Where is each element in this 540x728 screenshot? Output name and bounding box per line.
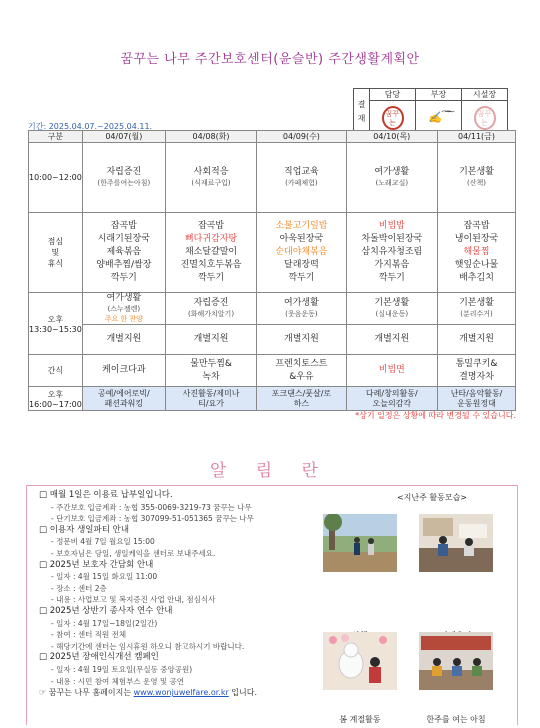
page-title: 꿈꾸는 나무 주간보호센터(윤슬반) 주간생활계획안 [120, 52, 420, 67]
menu-item: 뼈다귀감자탕 [184, 234, 238, 244]
morning-photo [419, 632, 493, 690]
photo-caption: 한주를 여는 아침 [426, 715, 486, 724]
notice-block: □ 이용자 생일파티 안내 - 정문비 4월 7일 월요일 15:00 - 보호자님은 당일, 생일케익을 센터로 보내주세요. [39, 524, 216, 558]
support-row [29, 325, 516, 355]
approval-side-label: 결 재 [354, 89, 370, 135]
notice-block: □ 2025년 보호자 간담회 안내 - 일자 : 4월 15일 화요일 11:00 - 장소 : 센터 2층 - 내용 : 사업보고 및 복지증진 사업 안내, 점심식사 [39, 559, 216, 605]
support-cell: 개별지원 [257, 325, 346, 355]
director-stamp: 꿈꾸는 [462, 101, 508, 135]
menu-item: 순대야채볶음 [275, 247, 328, 257]
menu-item: 잡곡밥 [110, 221, 137, 231]
lunch-menu [165, 213, 256, 293]
menu-item: 아욱된장국 [279, 234, 324, 244]
photos-title: <지난주 활동모습> [396, 493, 468, 502]
weekly-schedule-table [28, 130, 516, 411]
program-cell: 자립증진 (한주를여는아침) [82, 143, 165, 213]
activity-cell: 포크댄스/풋살/로 하스 [257, 387, 346, 411]
menu-item: 프렌치토스트 [275, 358, 328, 369]
walk-photo [323, 514, 397, 572]
menu-item: 양배추찜/쌈장 [96, 260, 152, 270]
menu-item: &우유 [289, 371, 314, 382]
role-staff: 담당 [370, 89, 416, 101]
program-cell: 기본생활 (실내운동) [346, 293, 437, 325]
late-afternoon-row [29, 387, 516, 411]
menu-item: 가지볶음 [374, 260, 410, 270]
notice-block: □ 2025년 상반기 종사자 연수 안내 - 일자 : 4월 17일~18일(2일간) - 참여 : 센터 직원 전체 - 해당기간에 센터는 임시휴원 하오니 참고하시기 바랍니다. [39, 605, 245, 651]
menu-item: 냉이된장국 [454, 234, 499, 244]
cafe-photo [419, 514, 493, 572]
notice-list [39, 490, 329, 699]
snack-row [29, 355, 516, 387]
menu-item: 결명자차 [459, 371, 494, 382]
homepage-link[interactable]: www.wonjuwelfare.or.kr [133, 688, 229, 698]
column-header: 04/11(금) [438, 131, 516, 143]
menu-item: 깍두기 [288, 273, 315, 283]
menu-item: 달래장떡 [284, 260, 319, 270]
menu-item: 채소달걀말이 [184, 247, 238, 257]
menu-item: 배추김치 [459, 273, 494, 283]
menu-item: 케이크다과 [102, 365, 146, 375]
announcement-title: 알 림 란 [209, 461, 331, 481]
menu-item: 깍두기 [110, 273, 137, 283]
menu-item: 진멸치호두볶음 [180, 260, 242, 270]
notice-block: □ 매월 1일은 이용료 납부일입니다. - 주간보호 입금계좌 : 농협 355-0069-3219-73 꿈꾸는 나무 - 단기보호 입금계좌 : 농협 307099-51-051365 꿈꾸는 나무 [39, 490, 254, 524]
homepage-line: ☞ 꿈꾸는 나무 홈페이지는 www.wonjuwelfare.or.kr 입니다. [39, 688, 258, 698]
snack-cell [346, 355, 437, 387]
role-manager: 부장 [416, 89, 462, 101]
activity-cell: 난타/음악활동/ 운동원정대 [438, 387, 516, 411]
program-cell: 여가생활 (웃음운동) [257, 293, 346, 325]
menu-item: 비빔밥 [378, 221, 405, 231]
program-cell: 기본생활 (산책) [438, 143, 516, 213]
time-label: 오후 13:30~15:30 [29, 293, 83, 355]
time-label: 10:00~12:00 [29, 143, 83, 213]
column-header: 04/08(화) [165, 131, 256, 143]
program-cell: 여가생활 (노래교실) [346, 143, 437, 213]
snack-cell [165, 355, 256, 387]
spring-activity-photo [323, 632, 397, 690]
menu-item: 깍두기 [378, 273, 405, 283]
program-cell: 사회적응 (식재료구입) [165, 143, 256, 213]
schedule-note: *상기 일정은 상황에 따라 변경될 수 있습니다. [355, 411, 516, 420]
column-header: 04/07(월) [82, 131, 165, 143]
morning-row [29, 143, 516, 213]
menu-item: 깍두기 [197, 273, 225, 283]
menu-item: 통밀쿠키& [455, 358, 498, 369]
menu-item: 삼치유자청조림 [361, 247, 423, 257]
menu-item: 제육볶음 [106, 247, 142, 257]
menu-item: 시래기된장국 [97, 234, 150, 244]
menu-item: 비빔면 [378, 365, 405, 375]
menu-item: 녹차 [202, 371, 220, 382]
support-cell: 개별지원 [82, 325, 165, 355]
snack-cell [82, 355, 165, 387]
approval-box [353, 88, 508, 135]
program-cell: 직업교육 (카페체험) [257, 143, 346, 213]
activity-cell: 공예/에어로빅/ 패션과워킹 [82, 387, 165, 411]
snack-cell [438, 355, 516, 387]
lunch-menu [82, 213, 165, 293]
support-cell: 개별지원 [165, 325, 256, 355]
activity-cell: 다례/창의활동/ 오늘의감각 [346, 387, 437, 411]
time-label: 오후 16:00~17:00 [29, 387, 83, 411]
menu-item: 잡곡밥 [197, 221, 225, 231]
menu-item: 해물찜 [463, 247, 490, 257]
menu-item: 차돌박이된장국 [361, 234, 423, 244]
header-row [29, 131, 516, 143]
photo-caption: 봄 계절활동 [339, 715, 381, 724]
announcement-board [26, 485, 518, 725]
manager-signature: ✍ ͠ ͠ [416, 101, 462, 135]
program-cell: 기본생활 (분리수거) [438, 293, 516, 325]
menu-item: 잡곡밥 [463, 221, 490, 231]
activity-cell: 사진활동/제미나 티/요가 [165, 387, 256, 411]
schedule-period: 기간: 2025.04.07.~2025.04.11. [28, 122, 153, 131]
staff-stamp: 꿈꾸는 [370, 101, 416, 135]
column-header: 04/10(목) [346, 131, 437, 143]
menu-item: 물만두찜& [190, 358, 232, 369]
lunch-menu [257, 213, 346, 293]
support-cell: 개별지원 [438, 325, 516, 355]
column-header: 구분 [29, 131, 83, 143]
lunch-row [29, 213, 516, 293]
notice-block: □ 2025년 장애인식개선 캠페인 - 일자 : 4월 19일 토요일(무실동 중앙공원) - 내용 : 시민 참여 체험부스 운영 및 공연 [39, 652, 193, 686]
lunch-menu [438, 213, 516, 293]
column-header: 04/09(수) [257, 131, 346, 143]
support-cell: 개별지원 [346, 325, 437, 355]
snack-cell [257, 355, 346, 387]
time-label: 간식 [29, 355, 83, 387]
menu-item: 소불고기덮밥 [275, 221, 328, 231]
menu-item: 햇잎순나물 [454, 260, 499, 270]
time-label: 점심 및 휴식 [29, 213, 83, 293]
program-cell: 자립증진 (화해가치알기) [165, 293, 256, 325]
afternoon-row [29, 293, 516, 325]
program-cell: 여가생활 (스누젤렌) 주요 한 찬양 [82, 293, 165, 325]
role-director: 시설장 [462, 89, 508, 101]
lunch-menu [346, 213, 437, 293]
